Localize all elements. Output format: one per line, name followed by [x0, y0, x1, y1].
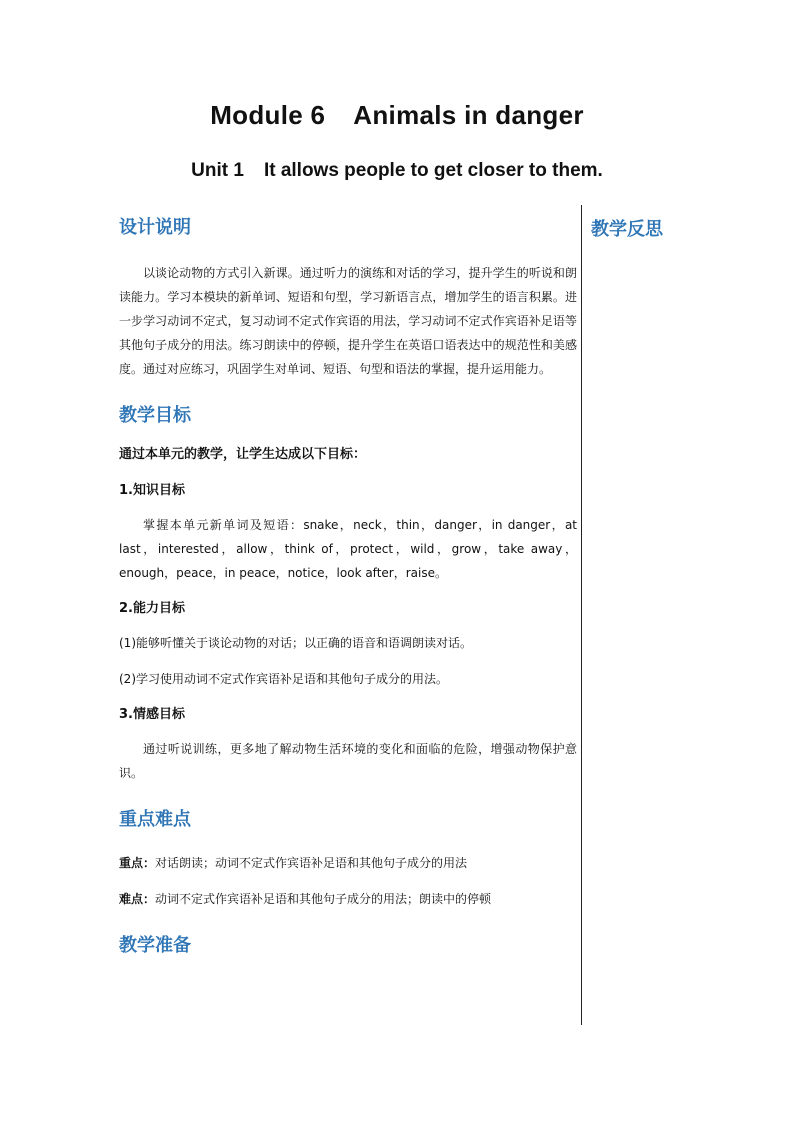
keypoints-heading: 重点难点: [119, 809, 191, 830]
hard-label: 难点：: [119, 892, 156, 906]
emotion-text: 通过听说训练，更多地了解动物生活环境的变化和面临的危险，增强动物保护意识。: [119, 742, 577, 780]
unit-name: It allows people to get closer to them.: [263, 160, 603, 181]
unit-number: Unit 1: [191, 160, 244, 181]
ability-item-1: (1)能够听懂关于谈论动物的对话；以正确的语音和语调朗读对话。: [119, 636, 473, 650]
ability-label: 2.能力目标: [119, 601, 185, 616]
module-title: [0, 100, 794, 131]
design-text: 以谈论动物的方式引入新课。通过听力的演练和对话的学习，提升学生的听说和朗读能力。学习本模块的新单词、短语和句型，学习新语言点，增加学生的语言积累。进一步学习动词不定式，复习动词不定式作宾语的用法，学习动词不定式作宾语补足语等其他句子成分的用法。练习朗读中的停顿，提升学生在英语口语表达中的规范性和美感度。通过对应练习，巩固学生对单词、短语、句型和语法的掌握，提升运用能力。: [119, 266, 577, 376]
emotion-label: 3.情感目标: [119, 707, 185, 722]
column-divider: [581, 205, 582, 1025]
main-column: [119, 215, 577, 959]
design-heading: 设计说明: [119, 217, 191, 238]
unit-title: [0, 160, 794, 182]
objectives-heading: 教学目标: [119, 405, 191, 426]
knowledge-label: 1.知识目标: [119, 483, 185, 498]
key-label: 重点：: [119, 856, 156, 870]
knowledge-text: 掌握本单元新单词及短语：snake，neck，thin，danger，in danger，at last，interested，allow，think of，protect，wild，grow，take away，enough，peace，in peace，notice，look after，raise。: [119, 518, 577, 580]
prep-heading: 教学准备: [119, 935, 191, 956]
hard-point: [119, 887, 577, 911]
module-name: Animals in danger: [353, 100, 584, 130]
reflection-heading: 教学反思: [591, 219, 663, 240]
key-text: 对话朗读；动词不定式作宾语补足语和其他句子成分的用法: [155, 856, 468, 870]
key-point: [119, 851, 577, 875]
ability-item-2: (2)学习使用动词不定式作宾语补足语和其他句子成分的用法。: [119, 672, 449, 686]
hard-text: 动词不定式作宾语补足语和其他句子成分的用法；朗读中的停顿: [155, 892, 492, 906]
module-number: Module 6: [210, 100, 326, 130]
objectives-intro: 通过本单元的教学，让学生达成以下目标：: [119, 447, 367, 462]
